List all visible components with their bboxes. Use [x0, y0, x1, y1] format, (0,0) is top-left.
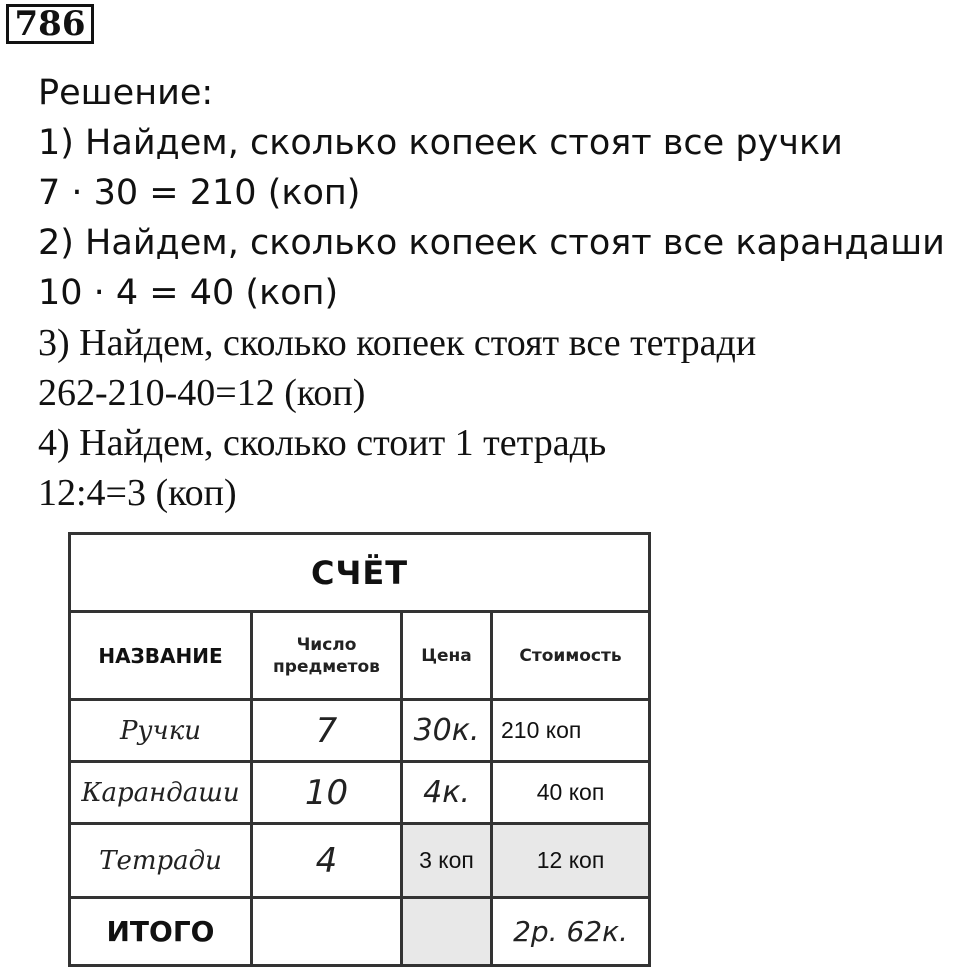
row-price: 3 коп: [402, 824, 492, 898]
row-name: Карандаши: [70, 762, 252, 824]
row-price: 4к.: [402, 762, 492, 824]
step-3-calc: 262-210-40=12 (коп): [38, 372, 366, 414]
row-name: Тетради: [70, 824, 252, 898]
header-name: НАЗВАНИЕ: [70, 612, 252, 700]
row-count: 4: [252, 824, 402, 898]
step-4-calc: 12:4=3 (коп): [38, 472, 237, 514]
step-1-calc: 7 · 30 = 210 (коп): [38, 173, 361, 213]
table-row: [70, 824, 650, 898]
step-2-text: 2) Найдем, сколько копеек стоят все карандаши: [38, 223, 945, 263]
table-row: [70, 762, 650, 824]
table-row: [70, 700, 650, 762]
header-price: Цена: [402, 612, 492, 700]
step-4-text: 4) Найдем, сколько стоит 1 тетрадь: [38, 422, 607, 464]
row-name: Ручки: [70, 700, 252, 762]
invoice-table: [68, 532, 648, 964]
header-count-line2: предметов: [273, 656, 380, 677]
header-count-line1: Число: [296, 634, 357, 655]
step-3-text: 3) Найдем, сколько копеек стоят все тетради: [38, 322, 757, 364]
row-cost: 210 коп: [492, 700, 650, 762]
total-value: 2р. 62к.: [492, 898, 650, 966]
total-count-empty: [252, 898, 402, 966]
table-row-total: [70, 898, 650, 966]
solution-heading: Решение:: [38, 73, 214, 113]
invoice-title: СЧЁТ: [70, 534, 650, 612]
row-count: 7: [252, 700, 402, 762]
row-count: 10: [252, 762, 402, 824]
row-cost: 40 коп: [492, 762, 650, 824]
header-count: [252, 612, 402, 700]
step-1-text: 1) Найдем, сколько копеек стоят все ручки: [38, 123, 843, 163]
problem-number: 786: [6, 4, 94, 44]
total-price-empty: [402, 898, 492, 966]
header-cost: Стоимость: [492, 612, 650, 700]
row-price: 30к.: [402, 700, 492, 762]
total-label: ИТОГО: [70, 898, 252, 966]
row-cost: 12 коп: [492, 824, 650, 898]
solution: [38, 68, 958, 518]
step-2-calc: 10 · 4 = 40 (коп): [38, 273, 339, 313]
